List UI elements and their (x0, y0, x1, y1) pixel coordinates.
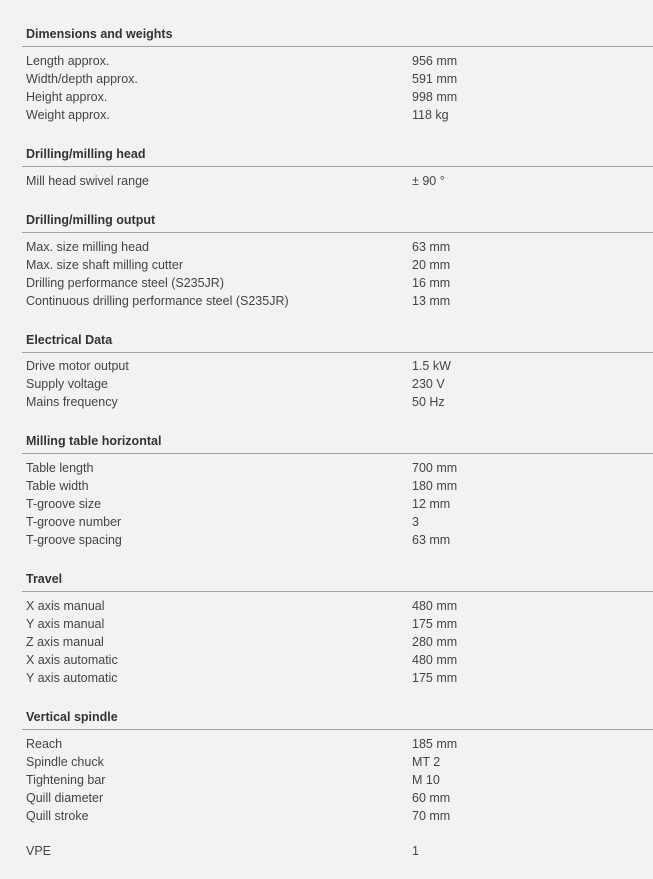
spec-label: Continuous drilling performance steel (S235JR) (26, 294, 289, 308)
spec-row (0, 90, 653, 108)
spec-label: Weight approx. (26, 108, 110, 122)
spec-value: 60 mm (412, 791, 451, 805)
spec-value: 591 mm (412, 72, 458, 86)
section-divider (22, 232, 653, 233)
spec-value: 118 kg (412, 108, 449, 122)
spec-row (0, 653, 653, 671)
spec-label: Z axis manual (26, 635, 104, 649)
spec-value: 480 mm (412, 653, 458, 667)
spec-row (0, 294, 653, 312)
spec-row (0, 791, 653, 809)
spec-row (0, 377, 653, 395)
spec-label: Tightening bar (26, 773, 106, 787)
vpe-value: 1 (412, 844, 419, 858)
spec-value: 12 mm (412, 497, 451, 511)
spec-value: 700 mm (412, 461, 458, 475)
spec-row (0, 671, 653, 689)
spec-value: 956 mm (412, 54, 458, 68)
spec-label: Length approx. (26, 54, 110, 68)
spec-label: T-groove spacing (26, 533, 122, 547)
spec-label: Supply voltage (26, 377, 109, 391)
spec-label: Drive motor output (26, 359, 129, 373)
section-divider (22, 591, 653, 592)
spec-label: Max. size milling head (26, 240, 149, 254)
spec-value: 3 (412, 515, 419, 529)
spec-row (0, 617, 653, 635)
spec-row (0, 395, 653, 413)
spec-value: 50 Hz (412, 395, 445, 409)
spec-value: MT 2 (412, 755, 441, 769)
spec-row (0, 174, 653, 192)
spec-row (0, 72, 653, 90)
spec-row (0, 635, 653, 653)
section-divider (22, 166, 653, 167)
spec-label: T-groove size (26, 497, 102, 511)
section-title: Drilling/milling output (26, 213, 156, 227)
spec-label: Max. size shaft milling cutter (26, 258, 183, 272)
spec-label: Mains frequency (26, 395, 118, 409)
spec-label: Y axis manual (26, 617, 105, 631)
spec-label: X axis manual (26, 599, 105, 613)
spec-label: Mill head swivel range (26, 174, 149, 188)
spec-row (0, 276, 653, 294)
spec-value: M 10 (412, 773, 440, 787)
spec-label: X axis automatic (26, 653, 118, 667)
spec-value: 16 mm (412, 276, 451, 290)
section-divider (22, 729, 653, 730)
spec-row (0, 258, 653, 276)
spec-label: Spindle chuck (26, 755, 104, 769)
spec-label: Reach (26, 737, 63, 751)
spec-row (0, 497, 653, 515)
spec-row (0, 773, 653, 791)
spec-value: 63 mm (412, 533, 451, 547)
spec-value: 230 V (412, 377, 445, 391)
section-divider (22, 46, 653, 47)
spec-label: Width/depth approx. (26, 72, 138, 86)
section-divider (22, 453, 653, 454)
spec-label: Quill diameter (26, 791, 104, 805)
spec-row (0, 599, 653, 617)
spec-row (0, 359, 653, 377)
spec-value: 175 mm (412, 617, 458, 631)
spec-value: 70 mm (412, 809, 451, 823)
spec-value: 280 mm (412, 635, 458, 649)
spec-row (0, 479, 653, 497)
spec-value: 63 mm (412, 240, 451, 254)
spec-row (0, 108, 653, 126)
spec-value: 175 mm (412, 671, 458, 685)
section-title: Vertical spindle (26, 710, 118, 724)
spec-label: Height approx. (26, 90, 108, 104)
spec-row (0, 54, 653, 72)
spec-row (0, 515, 653, 533)
spec-value: 1.5 kW (412, 359, 451, 373)
spec-value: 998 mm (412, 90, 458, 104)
spec-value: ± 90 ° (412, 174, 445, 188)
spec-value: 480 mm (412, 599, 458, 613)
spec-row (0, 737, 653, 755)
spec-label: T-groove number (26, 515, 122, 529)
spec-value: 180 mm (412, 479, 458, 493)
vpe-label: VPE (26, 844, 52, 858)
section-title: Electrical Data (26, 333, 113, 347)
spec-value: 13 mm (412, 294, 451, 308)
spec-row (0, 755, 653, 773)
spec-value: 185 mm (412, 737, 458, 751)
section-title: Milling table horizontal (26, 434, 162, 448)
vpe-row (0, 844, 653, 862)
spec-row (0, 240, 653, 258)
spec-label: Table length (26, 461, 94, 475)
spec-row (0, 809, 653, 827)
section-title: Travel (26, 572, 63, 586)
spec-value: 20 mm (412, 258, 451, 272)
section-divider (22, 352, 653, 353)
section-title: Dimensions and weights (26, 27, 173, 41)
spec-label: Quill stroke (26, 809, 89, 823)
section-title: Drilling/milling head (26, 147, 146, 161)
spec-label: Table width (26, 479, 89, 493)
spec-row (0, 533, 653, 551)
spec-row (0, 461, 653, 479)
spec-label: Drilling performance steel (S235JR) (26, 276, 224, 290)
spec-label: Y axis automatic (26, 671, 118, 685)
